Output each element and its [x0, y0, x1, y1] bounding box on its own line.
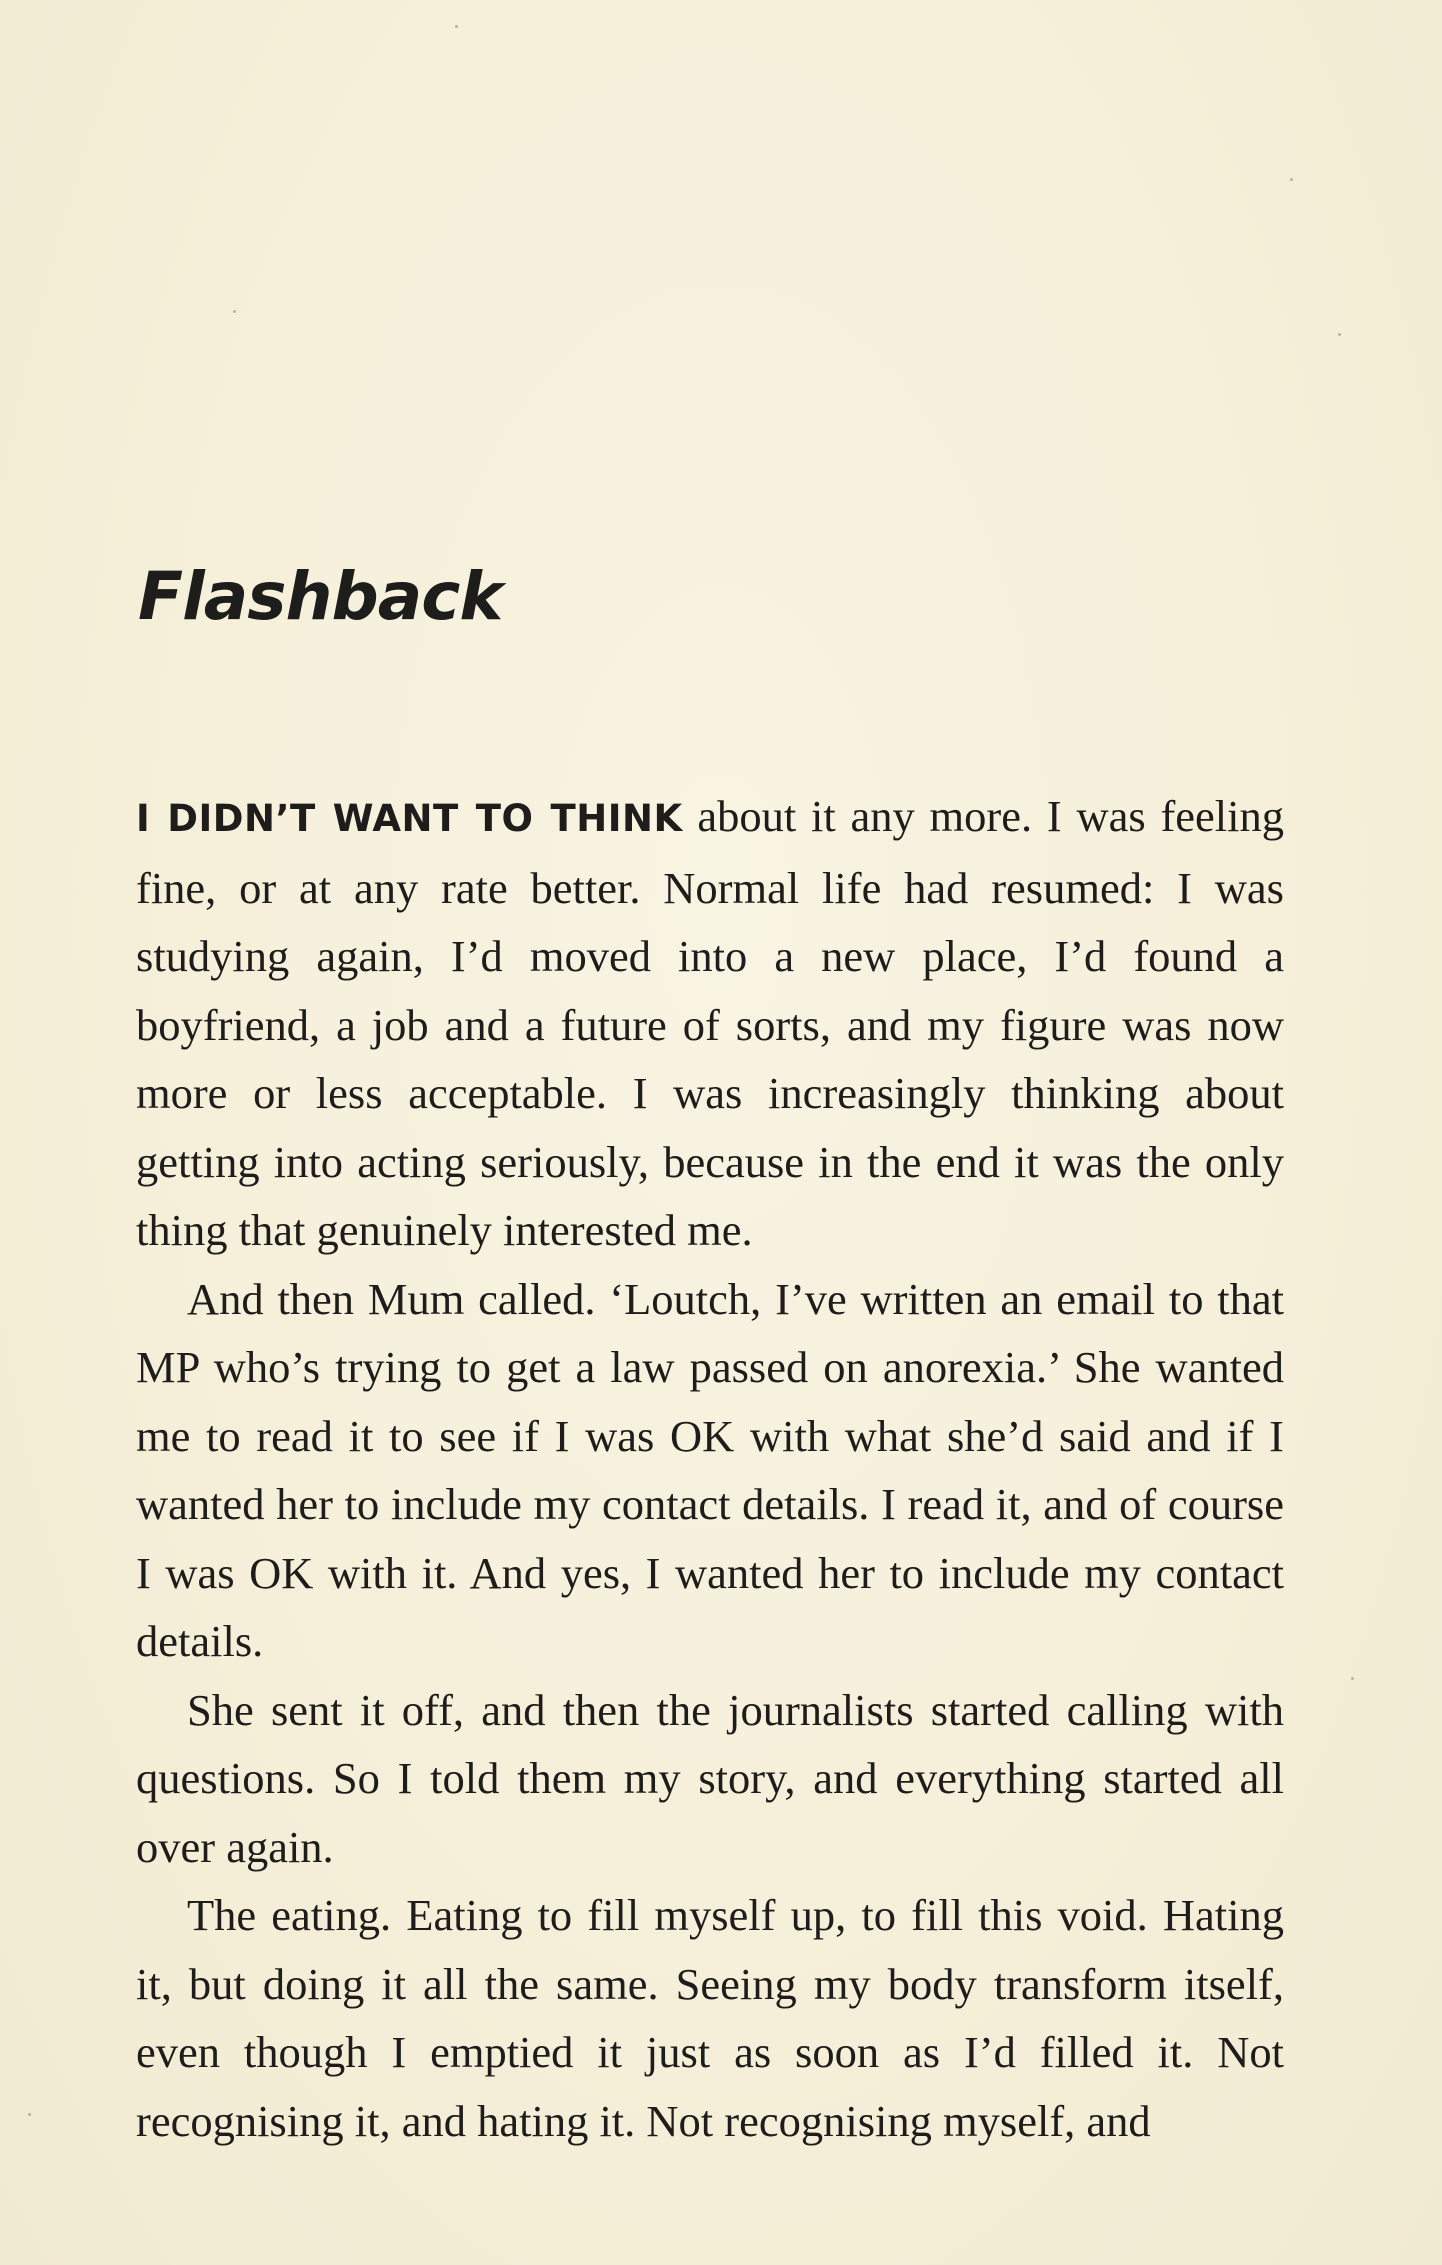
- paragraph: [136, 782, 1284, 1265]
- paragraph: [136, 1265, 1284, 1676]
- paper-speck: [233, 310, 236, 313]
- paragraph-text: The eating. Eating to fill myself up, to fill this void. Hating it, but doing it all the same. Seeing my body transform itself, even though I emptied it just as soon as I’d filled it. Not recognising it, and hating it. Not recognising myself, and: [136, 1890, 1284, 2146]
- paper-speck: [1290, 178, 1293, 181]
- paragraph-lead-in: I DIDN’T WANT TO THINK: [136, 797, 683, 840]
- paragraph-text: about it any more. I was feeling fine, or at any rate better. Normal life had resumed: I was studying again, I’d moved into a new place, I’d found a boyfriend, a job and a future of sorts, and my figure was now more or less acceptable. I was increasingly thinking about getting into acting seriously, because in the end it was the only thing that genuinely interested me.: [136, 791, 1284, 1255]
- paragraph-text: She sent it off, and then the journalists started calling with questions. So I told them my story, and everything started all over again.: [136, 1684, 1284, 1872]
- paper-speck: [1338, 333, 1341, 336]
- paragraph: [136, 1881, 1284, 2155]
- paragraph-text: And then Mum called. ‘Loutch, I’ve written an email to that MP who’s trying to get a law passed on anorexia.’ She wanted me to read it to see if I was OK with what she’d said and if I wanted her to include my contact details. I read it, and of course I was OK with it. And yes, I wanted her to include my contact details.: [136, 1273, 1284, 1666]
- paragraph: [136, 1676, 1284, 1882]
- paper-speck: [28, 2113, 31, 2116]
- paper-speck: [455, 25, 458, 28]
- chapter-body: [136, 782, 1284, 2155]
- chapter-title: Flashback: [138, 558, 503, 635]
- paper-speck: [1351, 1677, 1354, 1680]
